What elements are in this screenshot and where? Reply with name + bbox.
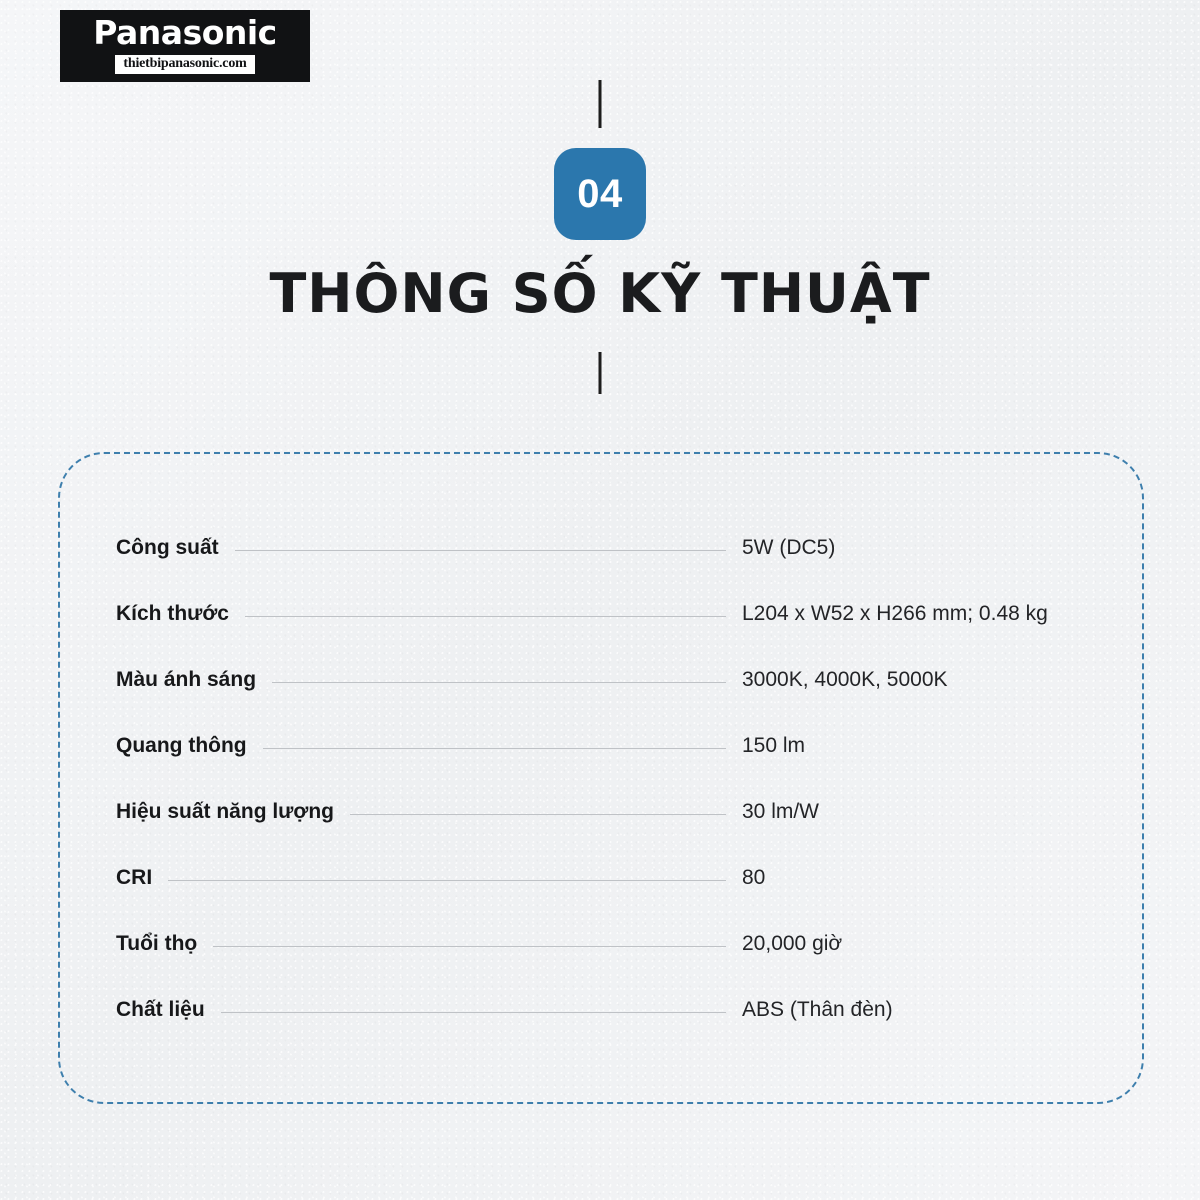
spec-value: 20,000 giờ	[742, 932, 843, 955]
spec-row	[116, 932, 1116, 998]
spec-row	[116, 800, 1116, 866]
spec-row	[116, 602, 1116, 668]
spec-value: 80	[742, 866, 766, 889]
logo-wordmark: Panasonic	[93, 12, 277, 52]
spec-label: Hiệu suất năng lượng	[116, 800, 334, 823]
spec-leader-line	[213, 946, 726, 947]
spec-leader-line	[350, 814, 726, 815]
logo-domain-label: thietbipanasonic.com	[115, 55, 254, 74]
spec-leader-line	[272, 682, 726, 683]
spec-row	[116, 998, 1116, 1064]
spec-label: Tuổi thọ	[116, 932, 198, 955]
section-number-badge: 04	[554, 148, 646, 240]
spec-label: Công suất	[116, 536, 219, 559]
spec-value: 5W (DC5)	[742, 536, 836, 559]
spec-label: CRI	[116, 866, 153, 889]
divider-line-bottom	[599, 352, 602, 394]
page-title: THÔNG SỐ KỸ THUẬT	[269, 262, 931, 325]
spec-value: 3000K, 4000K, 5000K	[742, 668, 948, 691]
spec-label: Chất liệu	[116, 998, 205, 1021]
spec-row	[116, 668, 1116, 734]
spec-label: Quang thông	[116, 734, 247, 757]
spec-leader-line	[168, 880, 726, 881]
spec-row	[116, 734, 1116, 800]
divider-line-top	[599, 80, 602, 128]
spec-label: Kích thước	[116, 602, 229, 625]
spec-row	[116, 536, 1116, 602]
spec-table	[116, 536, 1116, 1064]
spec-value: 150 lm	[742, 734, 806, 757]
spec-value: L204 x W52 x H266 mm; 0.48 kg	[742, 602, 1048, 625]
panasonic-logo	[60, 10, 310, 82]
spec-value: 30 lm/W	[742, 800, 820, 823]
spec-leader-line	[245, 616, 726, 617]
spec-row	[116, 866, 1116, 932]
spec-leader-line	[263, 748, 726, 749]
spec-label: Màu ánh sáng	[116, 668, 257, 691]
spec-leader-line	[221, 1012, 726, 1013]
spec-leader-line	[235, 550, 726, 551]
spec-value: ABS (Thân đèn)	[742, 998, 893, 1021]
